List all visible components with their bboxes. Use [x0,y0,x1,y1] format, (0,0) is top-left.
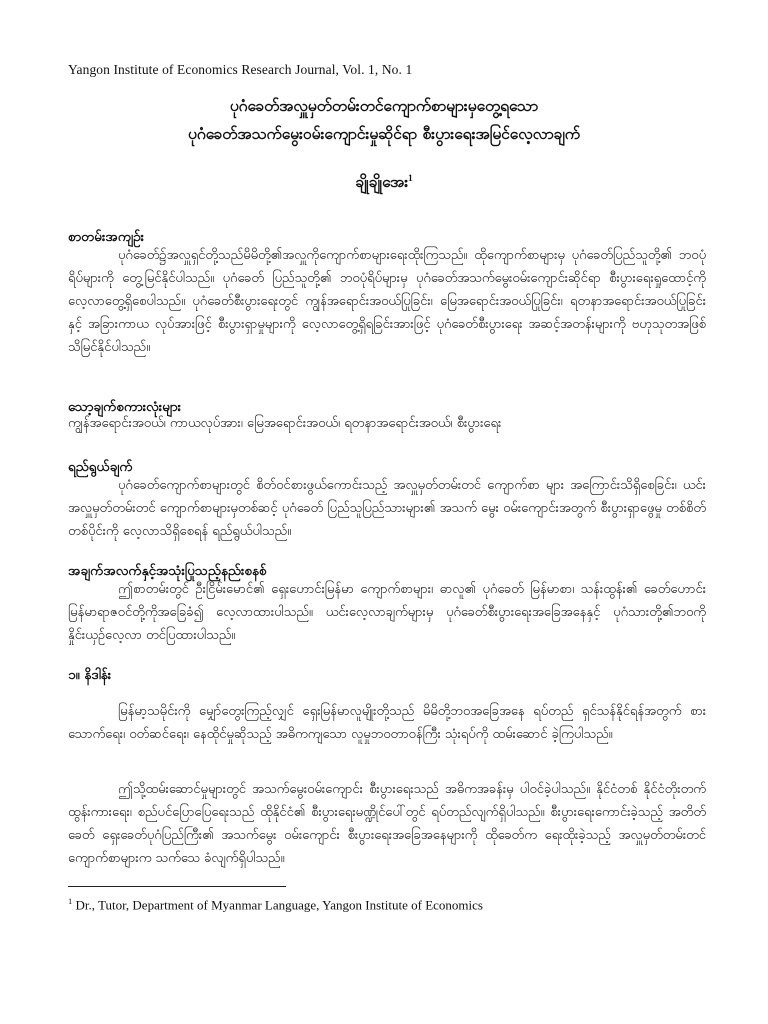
objective-text: ပုဂံခေတ်ကျောက်စာများတွင် စိတ်ဝင်စားဖွယ်ကောင်းသည့် အလှူမှတ်တမ်းတင် ကျောက်စာ များ အကြောင်းသိရှိစေခြင်း၊ ယင်းအလှူမှတ်တမ်းတင် ကျောက်စာများမှတစ်ဆင့် ပုဂံခေတ် ပြည်သူပြည်သားများ၏ အသက် မွေး ဝမ်းကျောင်းအတွက် စီးပွားရှာဖွေမှု တစ်စိတ်တစ်ပိုင်းကို လေ့လာသိရှိစေရန် ရည်ရွယ်ပါသည်။ [68,478,706,539]
running-head: Yangon Institute of Economics Research Journal, Vol. 1, No. 1 [68,62,413,77]
footnote-mark: 1 [68,896,73,906]
footnote [68,896,708,913]
method-text: ဤစာတမ်းတွင် ဦးငြိမ်းမောင်၏ ရှေးဟောင်းမြန်မာ ကျောက်စာများ၊ ဓာလူ၏ ပုဂံခေတ် မြန်မာစာ၊ သန်းထွန်း၏ ခေတ်ဟောင်းမြန်မာရာဇဝင်တို့ကိုအခြေခံ၍ လေ့လာထားပါသည်။ ယင်းလေ့လာချက်များမှ ပုဂံခေတ်စီးပွားရေးအခြေအနေနှင့် ပုဂံသားတို့၏ဘဝကို နှိုင်းယှဉ်လေ့လာ တင်ပြထားပါသည်။ [68,582,706,643]
abstract-text: ပုဂံခေတ်၌အလှူရှင်တို့သည်မိမိတို့၏အလှူကိုကျောက်စာများရေးထိုးကြသည်။ ထိုကျောက်စာများမှ ပုဂံခေတ်ပြည်သူတို့၏ ဘဝပုံရိပ်များကို တွေ့မြင်နိုင်ပါသည်။ ပုဂံခေတ် ပြည်သူတို့၏ ဘဝပုံရိပ်များမှ ပုဂံခေတ်အသက်မွေးဝမ်းကျောင်းဆိုင်ရာ စီးပွားရေးရှုထောင့်ကို လေ့လာတွေ့ရှိစေပါသည်။ ပုဂံခေတ်စီးပွားရေးတွင် ကျွန်အရောင်းအဝယ်ပြုခြင်း၊ မြေအရောင်းအဝယ်ပြုခြင်း၊ ရတနာအရောင်းအဝယ်ပြုခြင်းနှင့် အခြားကာယ လုပ်အားဖြင့် စီးပွားရှာမှုများကို လေ့လာတွေ့ရှိရခြင်းအားဖြင့် ပုဂံခေတ်စီးပွားရေး အဆင့်အတန်းများကို ဗဟုသုတအဖြစ် သိမြင်နိုင်ပါသည်။ [68,248,706,355]
keywords-heading: သော့ချက်စကားလုံးများ [68,399,182,415]
author-footnote-mark: 1 [408,172,413,183]
objective-heading: ရည်ရွယ်ချက် [68,459,133,475]
footnote-rule [68,886,286,887]
abstract-heading: စာတမ်းအကျဉ်း [68,229,145,245]
intro-paragraph-1: မြန်မာ့သမိုင်းကို မျှော်တွေးကြည့်လျှင် ရှေးမြန်မာလူမျိုးတို့သည် မိမိတို့ဘဝအခြေအနေ ရပ်တည် ရှင်သန်နိုင်ရန်အတွက် စားသောက်ရေး၊ ဝတ်ဆင်ရေး၊ နေထိုင်မှုဆိုသည့် အဓိကကျသော လူမှုဘဝတာဝန်ကြီး သုံးရပ်ကို ထမ်းဆောင် ခဲ့ကြပါသည်။ [68,704,706,742]
intro-heading: ၁။ နိဒါန်း [68,667,112,683]
intro-paragraph-2: ဤသို့ထမ်းဆောင်မှုများတွင် အသက်မွေးဝမ်းကျောင်း စီးပွားရေးသည် အဓိကအခန်းမှ ပါဝင်ခဲ့ပါသည်။ နိုင်ငံတစ် နိုင်ငံတိုးတက်ထွန်းကားရေး၊ စည်ပင်ပြောပြေရေးသည် ထိုနိုင်ငံ၏ စီးပွားရေးမဏ္ဍိုင်ပေါ်တွင် ရပ်တည်လျက်ရှိပါသည်။ စီးပွားရေးကောင်းခဲ့သည့် အတိတ်ခေတ် ရှေးခေတ်ပုဂံပြည်ကြီး၏ အသက်မွေး ဝမ်းကျောင်း စီးပွားရေးအခြေအနေများကို ထိုခေတ်က ရေးထိုးခဲ့သည့် အလှူမှတ်တမ်းတင် ကျောက်စာများက သက်သေ ခံလျက်ရှိပါသည်။ [68,782,706,866]
author-line [60,172,708,195]
title-line-1: ပုဂံခေတ်အလှူမှတ်တမ်းတင်ကျောက်စာများမှတွေ့ရသော [229,96,539,115]
author-name: ချိုချိုအေး [355,172,409,191]
method-heading: အချက်အလက်နှင့်အသုံးပြုသည့်နည်းစနစ် [68,563,267,579]
footnote-text: Dr., Tutor, Department of Myanmar Language, Yangon Institute of Economics [75,897,483,913]
keywords-text: ကျွန်အရောင်းအဝယ်၊ ကာယလုပ်အား၊ မြေအရောင်းအဝယ်၊ ရတနာအရောင်းအဝယ်၊ စီးပွားရေး [68,416,502,431]
title-line-2: ပုဂံခေတ်အသက်မွေးဝမ်းကျောင်းမှုဆိုင်ရာ စီးပွားရေးအမြင်လေ့လာချက် [188,124,580,143]
